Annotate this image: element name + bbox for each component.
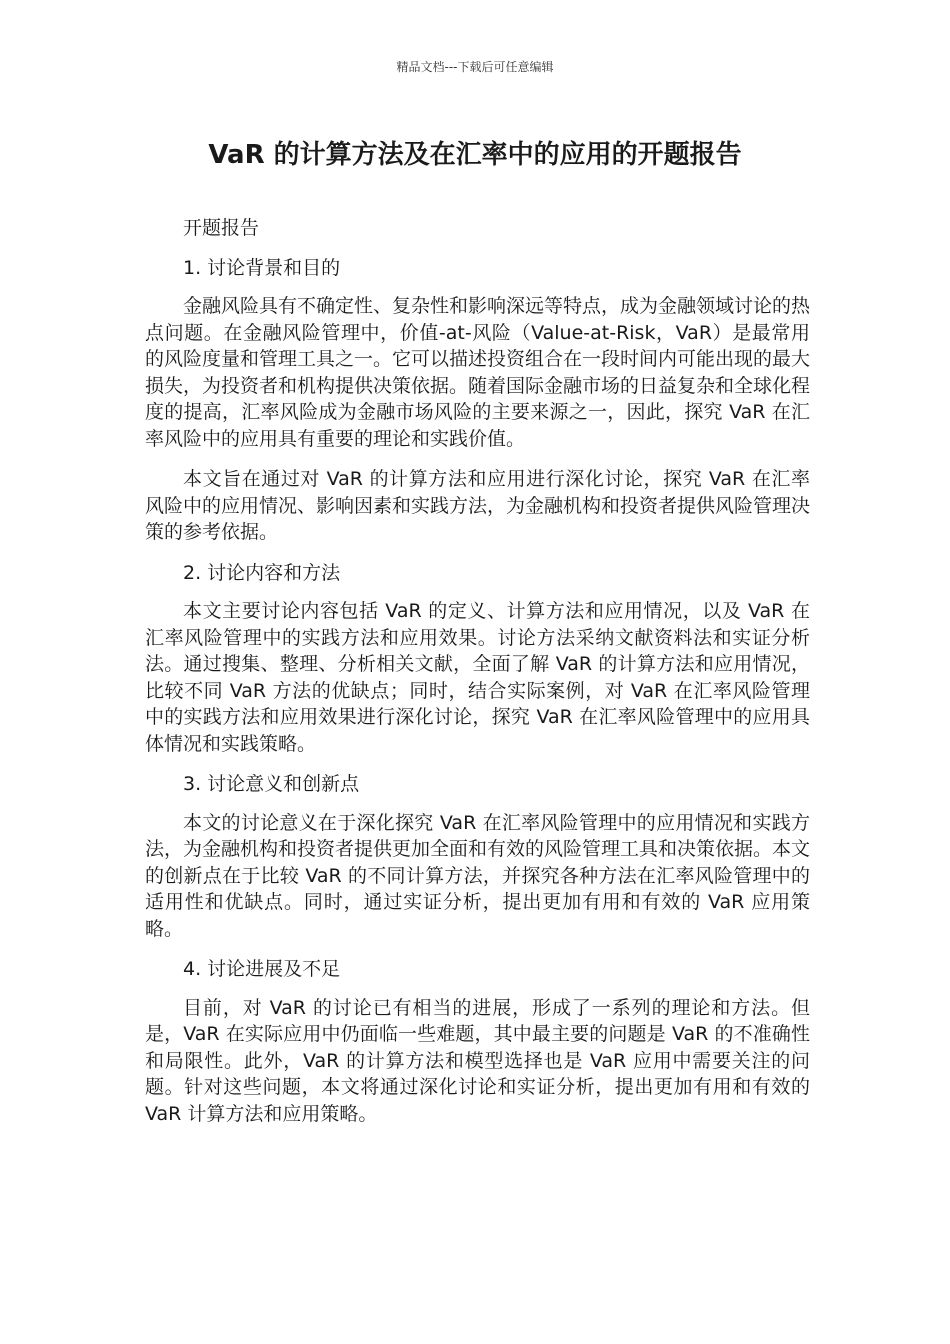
header-note: 精品文档---下载后可任意编辑 xyxy=(396,60,554,74)
report-label: 开题报告 xyxy=(183,217,260,239)
document-title: VaR 的计算方法及在汇率中的应用的开题报告 xyxy=(208,140,742,170)
document-body xyxy=(145,215,810,1141)
section-heading-background: 1. 讨论背景和目的 xyxy=(183,256,341,279)
paragraph-content-methods: 本文主要讨论内容包括 VaR 的定义、计算方法和应用情况，以及 VaR 在汇率风险管理中的实践方法和应用效果。讨论方法采纳文献资料法和实证分析法。通过搜集、整理、分析相关文献，全面了解 VaR 的计算方法和应用情况，比较不同 VaR 方法的优缺点；同时，结合实际案例，对 VaR 在汇率风险管理中的实践方法和应用效果进行深化讨论，探究 VaR 在汇率风险管理中的应用具体情况和实践策略。 xyxy=(145,600,810,755)
paragraph-significance: 本文的讨论意义在于深化探究 VaR 在汇率风险管理中的应用情况和实践方法，为金融机构和投资者提供更加全面和有效的风险管理工具和决策依据。本文的创新点在于比较 VaR 的不同计算方法，并探究各种方法在汇率风险管理中的适用性和优缺点。同时，通过实证分析，提出更加有用和有效的 VaR 应用策略。 xyxy=(145,811,811,940)
paragraph-progress: 目前，对 VaR 的讨论已有相当的进展，形成了一系列的理论和方法。但是，VaR 在实际应用中仍面临一些难题，其中最主要的问题是 VaR 的不准确性和局限性。此外，VaR 的计算方法和模型选择也是 VaR 应用中需要关注的问题。针对这些问题，本文将通过深化讨论和实证分析，提出更加有用和有效的 VaR 计算方法和应用策略。 xyxy=(145,996,810,1125)
section-heading-significance: 3. 讨论意义和创新点 xyxy=(183,773,360,795)
section-heading-content-methods: 2. 讨论内容和方法 xyxy=(183,561,341,584)
section-heading-progress: 4. 讨论进展及不足 xyxy=(183,958,341,980)
paragraph-purpose: 本文旨在通过对 VaR 的计算方法和应用进行深化讨论，探究 VaR 在汇率风险中的应用情况、影响因素和实践方法，为金融机构和投资者提供风险管理决策的参考依据。 xyxy=(145,468,811,543)
paragraph-background: 金融风险具有不确定性、复杂性和影响深远等特点，成为金融领域讨论的热点问题。在金融风险管理中，价值-at-风险（Value-at-Risk，VaR）是最常用的风险度量和管理工具之一。它可以描述投资组合在一段时间内可能出现的最大损失，为投资者和机构提供决策依据。随着国际金融市场的日益复杂和全球化程度的提高，汇率风险成为金融市场风险的主要来源之一，因此，探究 VaR 在汇率风险中的应用具有重要的理论和实践价值。 xyxy=(145,295,811,450)
